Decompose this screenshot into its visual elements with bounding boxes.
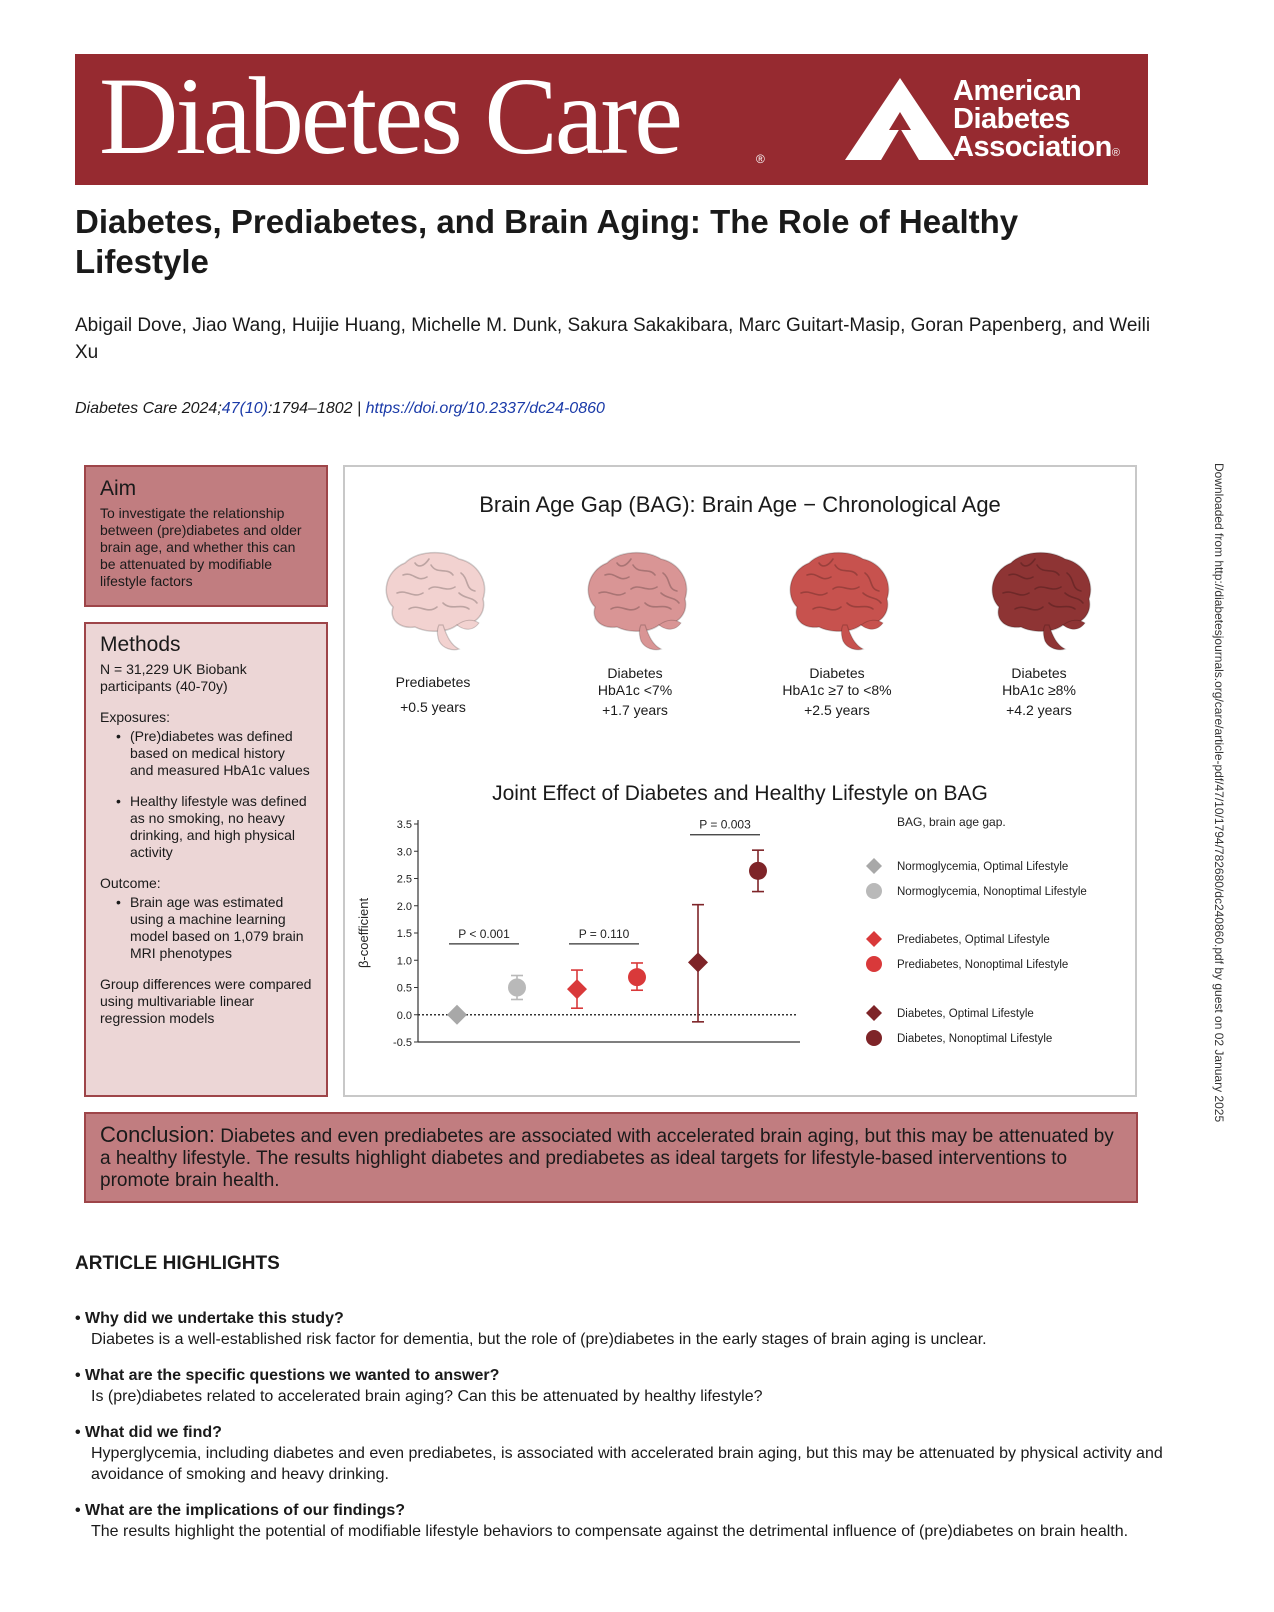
highlight-question: • What are the specific questions we wanted to answer? — [75, 1367, 500, 1384]
brain-label-name: Prediabetes — [395, 674, 471, 690]
highlight-question: • Why did we undertake this study? — [75, 1310, 344, 1327]
y-tick-label: 0.5 — [396, 982, 412, 995]
outcome-list — [100, 894, 312, 962]
ada-triangle-logo-icon — [845, 78, 955, 160]
highlight-answer: Is (pre)diabetes related to accelerated brain aging? Can this be attenuated by healthy lifestyle? — [91, 1388, 763, 1405]
brain-label-diabetes-lt7 — [555, 665, 715, 719]
journal-registered-mark: ® — [756, 152, 765, 166]
y-tick-label: 3.5 — [396, 819, 412, 831]
citation-pages: :1794–1802 | — [268, 400, 366, 417]
brain-icon-diabetes-ge8 — [979, 545, 1099, 655]
exposure-item-2: • Healthy lifestyle was defined as no smoking, no heavy drinking, and high physical activity — [116, 793, 312, 861]
legend-note: BAG, brain age gap. — [897, 815, 1006, 829]
p-value-label: P = 0.003 — [699, 817, 751, 832]
ada-name-line-1: American — [953, 75, 1082, 107]
brain-label-value: +2.5 years — [804, 702, 870, 718]
brain-label-sub: HbA1c <7% — [597, 682, 673, 698]
highlight-item — [75, 1308, 1175, 1350]
brain-icon-prediabetes — [373, 545, 493, 655]
brain-shape — [992, 553, 1090, 650]
article-title: Diabetes, Prediabetes, and Brain Aging: The Role of Healthy Lifestyle — [75, 203, 1019, 280]
brain-label-name: Diabetes — [1011, 665, 1067, 681]
highlight-answer: The results highlight the potential of modifiable lifestyle behaviors to compensate against the detrimental influence of (pre)diabetes on brain health. — [91, 1523, 1129, 1540]
highlight-item — [75, 1500, 1175, 1542]
citation-issue-link[interactable]: 47(10) — [221, 400, 269, 417]
journal-title: Diabetes Care — [99, 55, 680, 177]
y-axis-label: β-coefficient — [356, 897, 371, 969]
figure-title-brain-age-gap: Brain Age Gap (BAG): Brain Age − Chronological Age — [479, 492, 1001, 517]
highlight-question: • What are the implications of our findings? — [75, 1502, 406, 1519]
highlight-answer: Hyperglycemia, including diabetes and even prediabetes, is associated with accelerated brain aging, but this may be attenuated by physical activity and avoidance of smoking and heavy drinking. — [91, 1445, 1163, 1483]
brain-label-name: Diabetes — [809, 665, 865, 681]
article-authors: Abigail Dove, Jiao Wang, Huijie Huang, Michelle M. Dunk, Sakura Sakakibara, Marc Guitart-Masip, Goran Papenberg, and Weili Xu — [75, 315, 1151, 363]
y-tick-label: 1.0 — [396, 955, 412, 968]
aim-text: To investigate the relationship between (pre)diabetes and older brain age, and whether this can be attenuated by modifiable lifestyle factors — [100, 505, 302, 589]
outcome-label: Outcome: — [100, 875, 161, 891]
methods-analysis: Group differences were compared using multivariable linear regression models — [100, 976, 312, 1026]
methods-heading: Methods — [100, 633, 181, 656]
brain-label-sub: HbA1c ≥8% — [1002, 682, 1076, 698]
ada-name-line-2: Diabetes — [953, 103, 1070, 135]
brain-icon-diabetes-7to8 — [777, 545, 897, 655]
aim-heading: Aim — [100, 477, 137, 500]
brain-icon-diabetes-lt7 — [575, 545, 695, 655]
conclusion-text: Diabetes and even prediabetes are associated with accelerated brain aging, but this may be attenuated by a healthy lifestyle. The results highlight diabetes and prediabetes as ideal targets for lifestyle-based interventions to promote brain health. — [100, 1126, 1114, 1191]
conclusion-box — [84, 1112, 1138, 1203]
conclusion-label: Conclusion: — [100, 1122, 215, 1147]
article-citation — [75, 400, 605, 418]
brain-label-diabetes-7to8 — [757, 665, 917, 719]
journal-banner — [75, 54, 1148, 185]
legend-label: Diabetes, Optimal Lifestyle — [897, 1008, 1034, 1020]
legend-label: Normoglycemia, Optimal Lifestyle — [897, 861, 1069, 873]
p-value-label: P < 0.001 — [458, 926, 510, 941]
highlight-answer: Diabetes is a well-established risk factor for dementia, but the role of (pre)diabetes in the early stages of brain aging is unclear. — [91, 1331, 987, 1348]
brain-label-name: Diabetes — [607, 665, 663, 681]
highlight-item — [75, 1422, 1175, 1485]
brain-shape — [790, 553, 888, 650]
exposure-item-1: • (Pre)diabetes was defined based on medical history and measured HbA1c values — [116, 728, 312, 779]
brain-label-value: +4.2 years — [1006, 702, 1072, 718]
download-note: Downloaded from http://diabetesjournals.org/care/article-pdf/47/10/1794/782680/dc240860.pdf by guest on 02 January 2025 — [1212, 463, 1226, 1123]
brain-label-diabetes-ge8 — [959, 665, 1119, 719]
exposures-list — [100, 728, 312, 861]
brain-label-value: +1.7 years — [602, 702, 668, 718]
outcome-item-1: • Brain age was estimated using a machine learning model based on 1,079 brain MRI phenotypes — [116, 894, 312, 962]
brain-label-prediabetes — [353, 674, 513, 716]
legend-label: Normoglycemia, Nonoptimal Lifestyle — [897, 886, 1087, 898]
y-tick-label: 1.5 — [396, 928, 412, 940]
y-tick-label: 3.0 — [396, 846, 412, 859]
exposures-label: Exposures: — [100, 709, 171, 725]
brain-label-value: +0.5 years — [400, 699, 466, 715]
legend-label: Diabetes, Nonoptimal Lifestyle — [897, 1033, 1053, 1045]
y-tick-label: 2.0 — [396, 900, 412, 913]
legend-label: Prediabetes, Nonoptimal Lifestyle — [897, 959, 1069, 971]
ada-name — [953, 77, 1119, 167]
methods-sample: N = 31,229 UK Biobank participants (40-70y) — [100, 661, 247, 694]
aim-box — [84, 465, 328, 607]
ada-name-line-3: Association® — [953, 131, 1120, 163]
p-value-label: P = 0.110 — [578, 926, 630, 941]
highlight-question: • What did we find? — [75, 1424, 222, 1441]
figure-title-joint-effect: Joint Effect of Diabetes and Healthy Lifestyle on BAG — [492, 782, 988, 805]
brain-shape — [588, 553, 686, 650]
methods-box — [84, 622, 328, 1097]
y-tick-label: 0.0 — [396, 1009, 412, 1022]
highlights-heading: ARTICLE HIGHLIGHTS — [75, 1253, 280, 1274]
y-tick-label: 2.5 — [396, 873, 412, 886]
doi-link[interactable]: https://doi.org/10.2337/dc24-0860 — [365, 400, 605, 417]
brain-shape — [386, 553, 484, 650]
highlight-item — [75, 1365, 1175, 1407]
y-tick-label: -0.5 — [393, 1037, 412, 1049]
brain-label-sub: HbA1c ≥7 to <8% — [782, 682, 892, 698]
legend-label: Prediabetes, Optimal Lifestyle — [897, 934, 1050, 946]
citation-journal: Diabetes Care 2024; — [75, 400, 222, 417]
